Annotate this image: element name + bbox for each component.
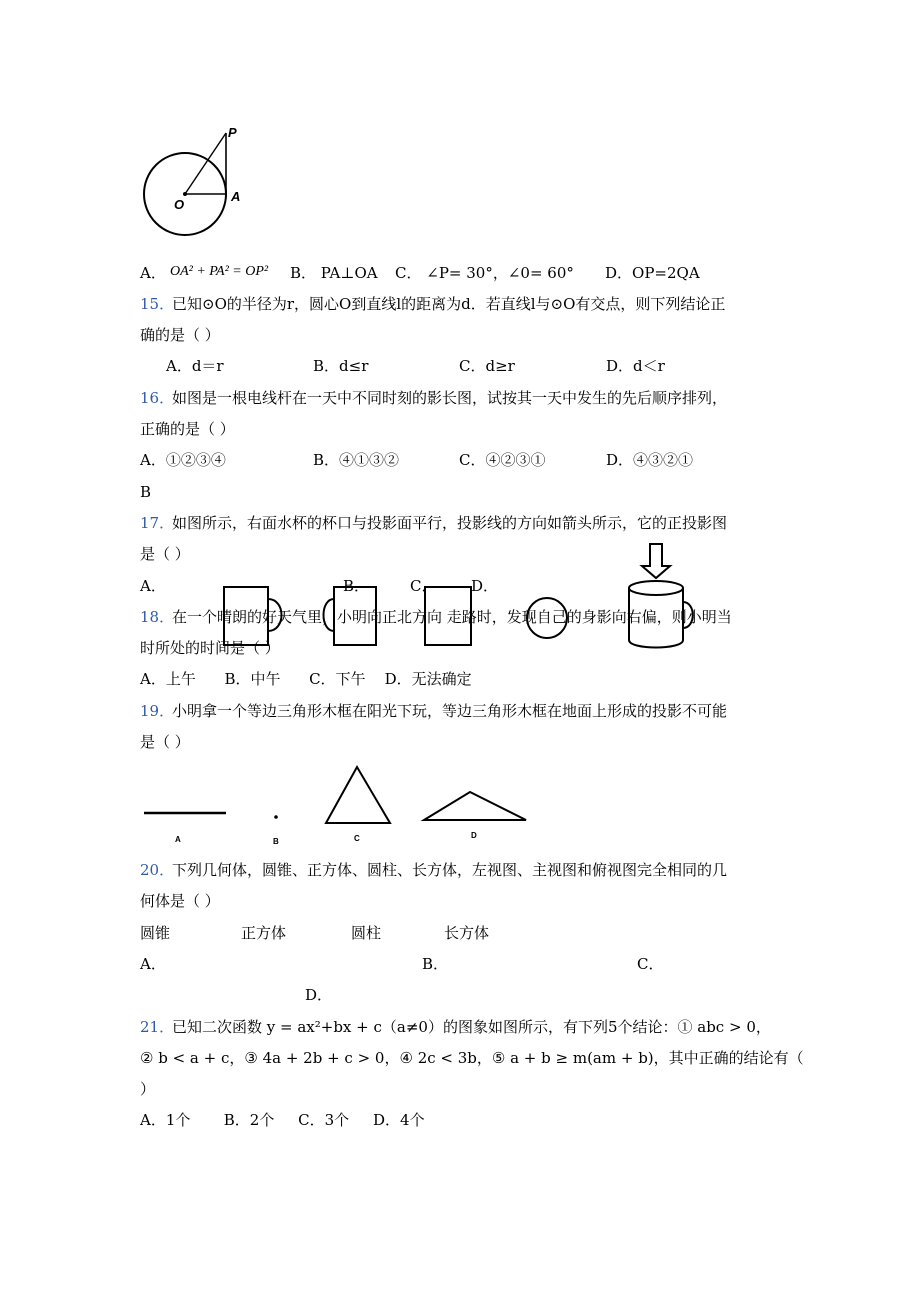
- q15-option-c: C．d≥r: [459, 357, 515, 375]
- q19-label-d: D: [471, 831, 477, 840]
- q17-cup-with-arrow: [624, 542, 694, 652]
- segment-op: [185, 133, 226, 194]
- q14-option-a-formula: OA² + PA² = OP²: [170, 264, 269, 279]
- q20-shape-cylinder: 圆柱: [351, 924, 382, 942]
- q16-option-d: D．④③②①: [606, 451, 694, 469]
- q18-options: A．上午 B．中午 C．下午 D．无法确定: [140, 670, 472, 688]
- projection-arrow-icon: [642, 544, 670, 578]
- q14-option-c: C． ∠P= 30°，∠0= 60°: [395, 264, 574, 282]
- q21-text-line2: ② b < a + c，③ 4a + 2b + c > 0，④ 2c < 3b，⑤ a + b ≥ m(am + b)，其中正确的结论有（: [140, 1049, 804, 1067]
- q17-text-line2: 是（ ）: [140, 545, 190, 563]
- q19-figure-b-point: [274, 815, 278, 819]
- q19-label-c: C: [354, 834, 360, 843]
- center-point: [183, 192, 187, 196]
- q14-option-a-label: A．: [140, 264, 166, 282]
- q18-text-line2: 时所处的时间是（ ）: [140, 639, 280, 657]
- q19-figure-c-triangle: [326, 767, 390, 823]
- q20-shape-cube: 正方体: [241, 924, 287, 942]
- q17-option-c: C．: [410, 577, 437, 595]
- q20-option-b: B．: [422, 955, 449, 973]
- q17-option-b: B．: [343, 577, 370, 595]
- q20-text-line1: 下列几何体，圆锥、正方体、圆柱、长方体，左视图、主视图和俯视图完全相同的几: [172, 861, 728, 879]
- q16-option-b: B．④①③②: [313, 451, 400, 469]
- label-p: P: [228, 125, 237, 140]
- q15-option-a: A．d＝r: [166, 357, 224, 375]
- q19-text-line2: 是（ ）: [140, 733, 190, 751]
- q14-option-b: B． PA⊥OA: [290, 264, 378, 282]
- q15-option-d: D．d＜r: [606, 357, 665, 375]
- circle-tangent-figure: [140, 125, 250, 240]
- q18-number: 18．: [140, 608, 175, 626]
- q17-option-d: D．: [471, 577, 499, 595]
- q19-text-line1: 小明拿一个等边三角形木框在阳光下玩，等边三角形木框在地面上形成的投影不可能: [172, 702, 728, 720]
- q20-shape-cone: 圆锥: [140, 924, 171, 942]
- q21-options: A．1个 B．2个 C．3个 D．4个: [140, 1111, 425, 1129]
- q18-text-line1: 在一个晴朗的好天气里，小明向正北方向 走路时，发现自己的身影向右偏，则小明当: [172, 608, 732, 626]
- q19-shadow-figures: [140, 760, 540, 850]
- q21-number: 21．: [140, 1018, 175, 1036]
- q15-text-line2: 确的是（ ）: [140, 326, 220, 344]
- q16-answer: B: [140, 483, 152, 501]
- q21-text-line3: ）: [140, 1080, 156, 1098]
- q20-option-d: D．: [305, 986, 333, 1004]
- q17-option-a: A．: [140, 577, 166, 595]
- q19-label-b: B: [273, 837, 279, 846]
- label-o: O: [174, 197, 185, 212]
- q16-option-c: C．④②③①: [459, 451, 546, 469]
- q19-label-a: A: [175, 835, 181, 844]
- q14-option-d: D．OP=2QA: [605, 264, 700, 282]
- q16-text-line2: 正确的是（ ）: [140, 420, 235, 438]
- q19-figure-d-triangle: [424, 792, 526, 820]
- q21-text-line1: 已知二次函数 y = ax²+bx + c（a≠0）的图象如图所示，有下列5个结论：① abc > 0，: [172, 1018, 771, 1036]
- q16-text-line1: 如图是一根电线杆在一天中不同时刻的影长图，试按其一天中发生的先后顺序排列，: [172, 389, 728, 407]
- q20-text-line2: 何体是（ ）: [140, 892, 220, 910]
- q19-number: 19．: [140, 702, 175, 720]
- q16-option-a: A．①②③④: [140, 451, 226, 469]
- q15-number: 15．: [140, 295, 175, 313]
- q20-option-c: C．: [637, 955, 664, 973]
- q20-shape-cuboid: 长方体: [444, 924, 490, 942]
- q17-text-line1: 如图所示，右面水杯的杯口与投影面平行，投影线的方向如箭头所示，它的正投影图: [172, 514, 728, 532]
- q20-number: 20．: [140, 861, 175, 879]
- label-a: A: [231, 189, 241, 204]
- q20-option-a: A．: [140, 955, 166, 973]
- q16-number: 16．: [140, 389, 175, 407]
- q17-number: 17．: [140, 514, 175, 532]
- q15-text-line1: 已知⊙O的半径为r，圆心O到直线l的距离为d．若直线l与⊙O有交点，则下列结论正: [172, 295, 726, 313]
- q15-option-b: B．d≤r: [313, 357, 369, 375]
